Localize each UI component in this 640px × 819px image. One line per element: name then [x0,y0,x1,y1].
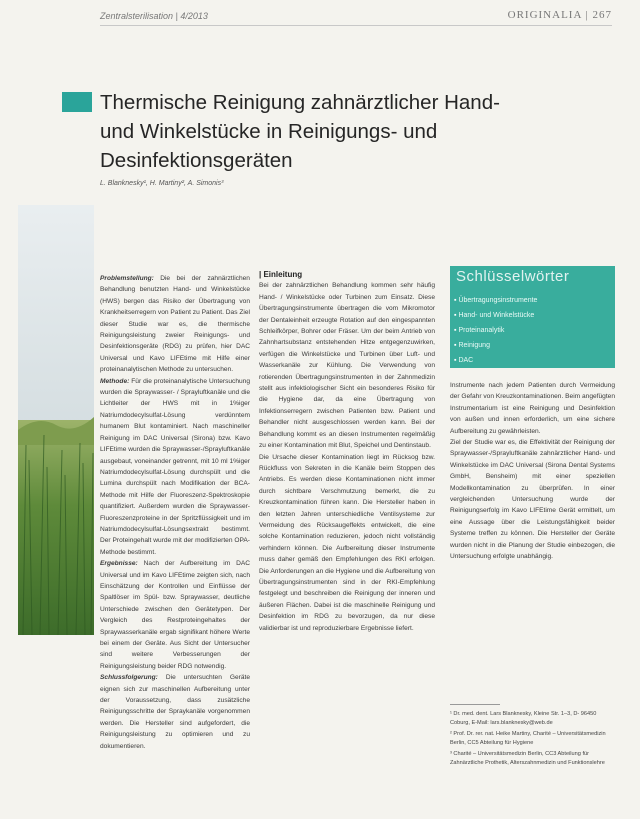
article-title [100,88,610,175]
introduction-paragraph: Die Ursache dieser Kontamination liegt im Rücksog bzw. Rückfluss von Sekreten in die Kanäle beim Stoppen des Antriebs. Es werden diese Kontaminationen nicht immer durch sichtbare Verschmutzung bemerkt, die zu Kreuzkontamination führen kann. Die Hersteller haben in den letzten Jahren unterschiedliche Ventilsysteme zur Vermeidung des Rücksaugeffekts entwickelt, die eine solche Kontamination reduzieren, jedoch nicht vollständig verhindern können. Die Aufbereitung dieser Instrumente muss daher gemäß den Empfehlungen des RKI erfolgen. Die Anforderungen an die Hygiene und die Aufbereitung von Übertragungsinstrumenten sind in der RKI-Empfehlung festgelegt und beschreiben die Reinigung der inneren und äußeren Flächen. Dabei ist die maschinelle Reinigung und Desinfektion im RDG zu bevorzugen, da nur diese validierbar ist und reproduzierbare Ergebnisse liefert. [259,453,435,632]
introduction-column [259,269,435,809]
footnote: ¹ Dr. med. dent. Lars Blanknesky, Kleine Str. 1–3, D- 96450 Coburg, E-Mail: lars.blanknesky@web.de [450,711,597,726]
keywords-title: Schlüsselwörter [456,268,570,285]
results-label: Ergebnisse: [100,560,138,568]
abstract-results [100,558,250,672]
conclusion-text: Die untersuchten Geräte eignen sich zur maschinellen Aufbereitung unter der Voraussetzung, dass zusätzliche Reinigungsschritte der Spraykanäle vorgenommen werden. Die Hersteller sind aufgefordert, die Reinigungsleistung zu optimieren und zu dokumentieren. [100,674,250,750]
grass-field-photo [18,205,94,635]
body-paragraph: Ziel der Studie war es, die Effektivität der Reinigung der Spraywasser-/Sprayluftkanäle zahnärztlicher Hand- und Winkelstücke im DAC Universal (Sirona Dental Systems GmbH, Bensheim) mit einer speziellen Modellkontamination zu überprüfen. In einer vergleichenden Untersuchung wurde der Reinigungserfolg im Kavo LIFEtime Gerät ermittelt, um eine Aussage über die Leistungsfähigkeit beider Systeme treffen zu können. Die Hersteller der Geräte wurden nicht in die Planung der Studie einbezogen, die Untersuchung erfolgte unabhängig. [450,439,615,561]
keyword-item: ▪ Reinigung [454,338,537,353]
title-line: und Winkelstücke in Reinigungs- und [100,120,438,143]
conclusion-label: Schlussfolgerung: [100,674,158,682]
problem-label: Problemstellung: [100,275,154,282]
title-line: Desinfektionsgeräten [100,149,293,172]
footnote-rule [450,704,500,705]
footnotes [450,710,615,771]
method-label: Methode: [100,377,130,385]
introduction-paragraph: Bei der zahnärztlichen Behandlung kommen sehr häufig Hand- / Winkelstücke oder Turbinen zum Einsatz. Diese Übertragungsinstrumente übertragen die vom Mikromotor der Dentaleinheit erzeugte Rotation auf den eingespannten Schleifkörper, Bohrer oder Fräser. Um der beim Antrieb von Zahnhartsubstanz entstehenden Hitze entgegenzuwirken, verfügen die Winkelstücke und Turbinen über Luft- und Wasserkanäle zur Kühlung. Die Verwendung von rotierenden Übertragungsinstrumenten in der Zahnmedizin stellt aus infektiologischer Sicht ein besonderes Risiko für die Hygiene dar, da eine Übertragung von Infektionserregern zwischen Patienten bzw. Patient und Behandler nicht ausgeschlossen werden kann. Bei der Behandlung kommt es an diesen Instrumenten regelmäßig zu einer Kontamination mit Blut, Speichel und Dentinstaub. [259,282,435,450]
journal-header: Zentralsterilisation | 4/2013 [100,11,208,21]
title-line: Thermische Reinigung zahnärztlicher Hand- [100,91,500,114]
keyword-item: ▪ Übertragungsinstrumente [454,293,537,308]
section-page-number: ORIGINALIA | 267 [507,9,612,21]
article-authors: L. Blanknesky¹, H. Martiny², A. Simonis³ [100,180,224,187]
introduction-heading: | Einleitung [259,270,303,279]
keyword-item: ▪ Proteinanalytik [454,323,537,338]
header-rule [100,25,612,26]
body-column-right [450,380,615,635]
abstract-column [100,273,250,808]
keyword-item: ▪ Hand- und Winkelstücke [454,308,537,323]
keywords-list [454,293,537,368]
footnote: ² Prof. Dr. rer. nat. Heike Martiny, Charité – Universitätsmedizin Berlin, CC5 Abteilung für Hygiene [450,731,606,746]
problem-text: Die bei der zahnärztlichen Behandlung benutzten Hand- und Winkelstücke (HWS) bergen das Risiko der Übertragung von Krankheitserregern von Patient zu Patient. Das Ziel dieser Studie war es, die thermische Reinigungsleistung zweier Reinigungs- und Desinfektionsgeräte (RDG) zu prüfen, hier DAC Universal und Kavo LIFEtime mit Hilfe einer proteinanalytischen Methode zu untersuchen. [100,275,250,374]
method-text: Für die proteinanalytische Untersuchung wurden die Spraywasser- / Sprayluftkanäle und die Lichtleiter der HWS mit in 1%iger Natriumdodecylsulfat-Lösung verdünntem humanem Blut kontaminiert. Nach maschineller Reinigung im DAC Universal (Sirona) bzw. Kavo LIFEtime wurden die Spraywasser-/Sprayluftkanäle ausgebaut, voneinander getrennt, mit 10 ml 1%iger Natriumdodecylsulfat-Lösung durchspült und die Lumina durchspült nach Modifikation der BCA-Methode mit Hilfe der Fluoreszenz-Spektroskopie quantifiziert. Außerdem wurden die Spraywasser-Fluoreszenzproteine in der Spritzflüssigkeit und im Natriumdodecylsulfat-Lösungsextrakt bestimmt. Der Proteingehalt wurde mit der modifizierten OPA-Methode bestimmt. [100,377,250,556]
abstract-method [100,376,250,559]
abstract-problem [100,273,250,376]
footnote: ³ Charité – Universitätsmedizin Berlin, CC3 Abteilung für Zahnärztliche Prothetik, Alterszahnmedizin und Funktionslehre [450,751,605,766]
body-paragraph: Instrumente nach jedem Patienten durch Vermeidung der Gefahr von Kreuzkontaminationen. Beim angefügten Instrumentarium ist eine Reinigung und Desinfektion von außen und innen erforderlich, um eine sichere Aufbereitung zu gewährleisten. [450,382,615,435]
abstract-conclusion [100,672,250,752]
keyword-item: ▪ DAC [454,353,537,368]
title-accent-bar [62,92,92,112]
results-text: Nach der Aufbereitung im DAC Universal und im Kavo LIFEtime zeigten sich, nach Einschätzung der Kontrollen und Einflüsse der Spaltlöser im Spül- bzw. Spraywasser, deutliche Unterschiede zwischen den Gerätetypen. Der Vergleich des Restproteingehaltes der Spraywasserkanäle ergab signifikant höhere Werte bei einem der Geräte. Aus Sicht der Untersucher sind weitere Verbesserungen der Reinigungsleistung beider RDG notwendig. [100,560,250,670]
